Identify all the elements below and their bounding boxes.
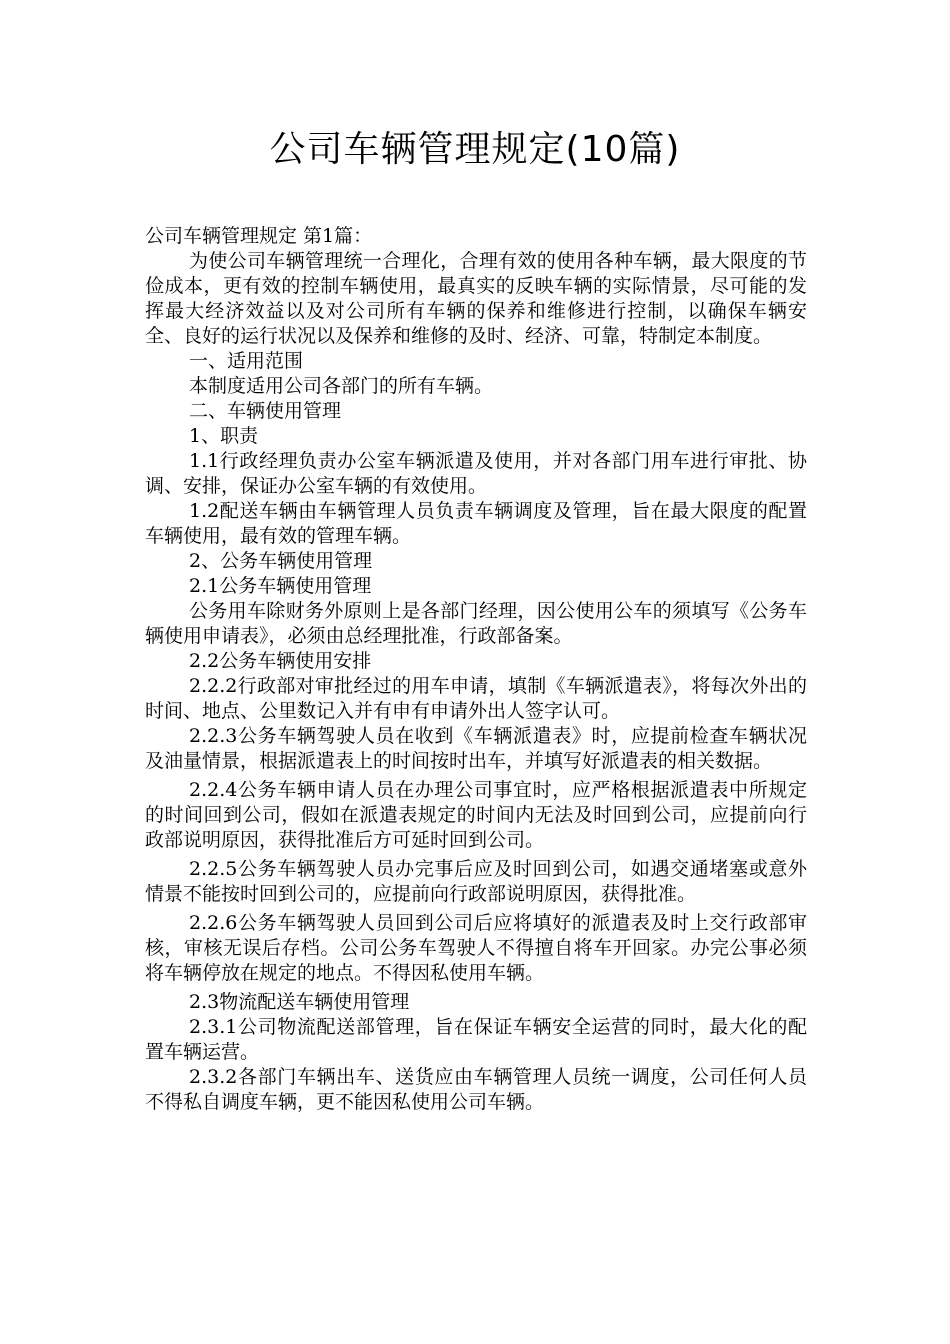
- document-body: [145, 224, 807, 1115]
- document-title: 公司车辆管理规定(10篇): [269, 129, 681, 170]
- paragraph: 1、职责: [189, 425, 259, 447]
- paragraph: 2.2.5公务车辆驾驶人员办完事后应及时回到公司，如遇交通堵塞或意外情景不能按时回到公司的，应提前向行政部说明原因，获得批准。: [145, 858, 807, 905]
- paragraph: 2.3物流配送车辆使用管理: [189, 991, 410, 1013]
- paragraph: 2.2.4公务车辆申请人员在办理公司事宜时，应严格根据派遣表中所规定的时间回到公司，假如在派遣表规定的时间内无法及时回到公司，应提前向行政部说明原因，获得批准后方可延时回到公司。: [145, 779, 807, 851]
- paragraph: 本制度适用公司各部门的所有车辆。: [189, 375, 494, 397]
- paragraph: 为使公司车辆管理统一合理化，合理有效的使用各种车辆，最大限度的节俭成本，更有效的控制车辆使用，最真实的反映车辆的实际情景，尽可能的发挥最大经济效益以及对公司所有车辆的保养和维修进行控制，以确保车辆安全、良好的运行状况以及保养和维修的及时、经济、可靠，特制定本制度。: [145, 250, 807, 347]
- paragraph: 2.1公务车辆使用管理: [189, 575, 372, 597]
- paragraph: 2.2公务车辆使用安排: [189, 650, 372, 672]
- paragraph: 二、车辆使用管理: [189, 400, 342, 422]
- paragraph: 一、适用范围: [189, 350, 304, 372]
- paragraph: 2.3.2各部门车辆出车、送货应由车辆管理人员统一调度，公司任何人员不得私自调度车辆，更不能因私使用公司车辆。: [145, 1066, 807, 1113]
- paragraph: 2、公务车辆使用管理: [189, 550, 373, 572]
- paragraph: 1.1行政经理负责办公室车辆派遣及使用，并对各部门用车进行审批、协调、安排，保证办公室车辆的有效使用。: [145, 450, 807, 497]
- paragraph: 1.2配送车辆由车辆管理人员负责车辆调度及管理，旨在最大限度的配置车辆使用，最有效的管理车辆。: [145, 500, 807, 547]
- paragraph: 2.2.2行政部对审批经过的用车申请，填制《车辆派遣表》，将每次外出的时间、地点、公里数记入并有申有申请外出人签字认可。: [145, 675, 807, 722]
- paragraph: 2.2.3公务车辆驾驶人员在收到《车辆派遣表》时，应提前检查车辆状况及油量情景，根据派遣表上的时间按时出车，并填写好派遣表的相关数据。: [145, 725, 807, 772]
- paragraph: 公务用车除财务外原则上是各部门经理，因公使用公车的须填写《公务车辆使用申请表》，必须由总经理批准，行政部备案。: [145, 600, 807, 647]
- paragraph: 2.2.6公务车辆驾驶人员回到公司后应将填好的派遣表及时上交行政部审核，审核无误后存档。公司公务车驾驶人不得擅自将车开回家。办完公事必须将车辆停放在规定的地点。不得因私使用车辆。: [145, 912, 807, 984]
- section-heading: 公司车辆管理规定 第1篇：: [145, 225, 373, 247]
- paragraph: 2.3.1公司物流配送部管理，旨在保证车辆安全运营的同时，最大化的配置车辆运营。: [145, 1016, 807, 1063]
